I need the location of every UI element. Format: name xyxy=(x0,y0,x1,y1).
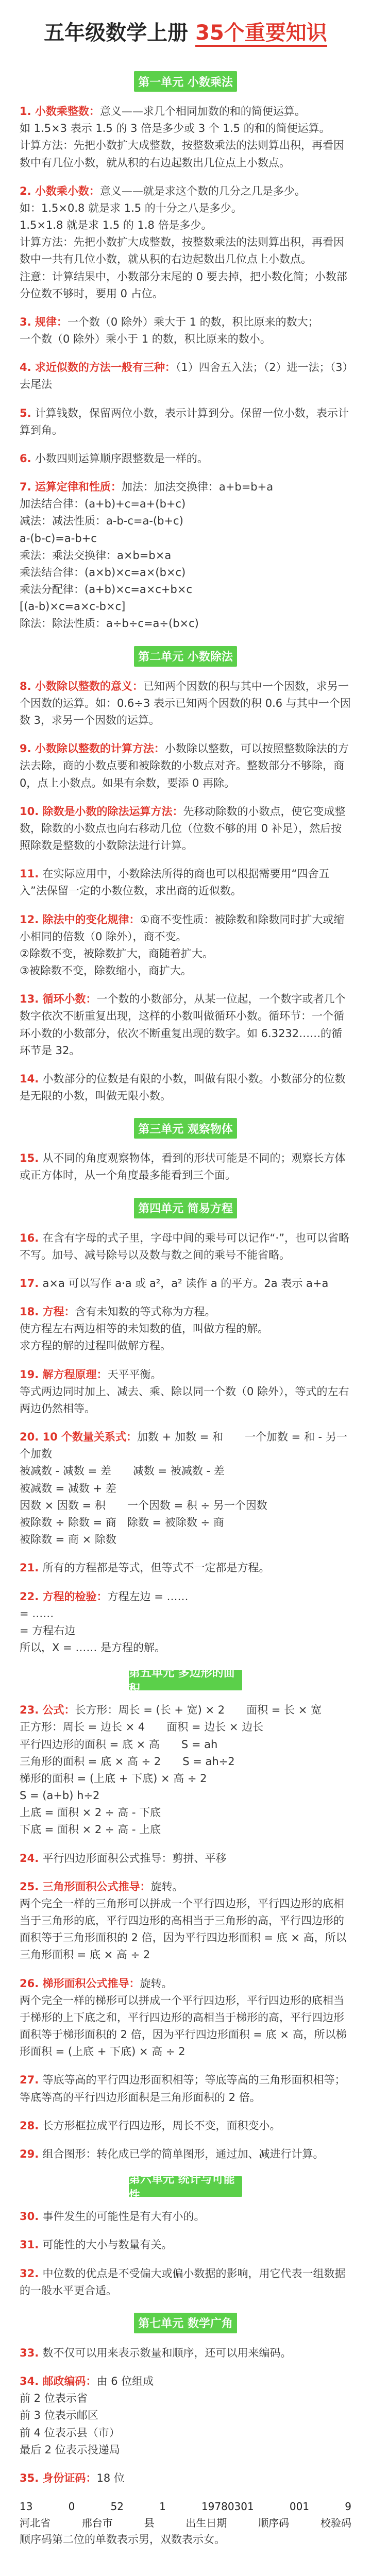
item-line: 求方程的解的过程叫做解方程。 xyxy=(20,1340,171,1352)
knowledge-item-16 xyxy=(20,1230,351,1264)
item-line: 长方形：周长 = (长 + 宽) × 2 面积 = 长 × 宽 xyxy=(75,1704,322,1717)
item-line: 先移动除数的小数点，使它变成整数，除数的小数点也向右移动几位（位数不够的用 0 补足），然后按照除数是整数的小数除法进行计算。 xyxy=(20,805,346,852)
page-title xyxy=(20,21,351,45)
id-digits-row xyxy=(20,2498,351,2515)
item-line: 等式两边同时加上、减去、乘、除以同一个数（0 除外），等式的左右两边仍然相等。 xyxy=(20,1385,349,1415)
knowledge-item-2 xyxy=(20,183,351,302)
item-line: 意义——就是求这个数的几分之几是多少。 xyxy=(99,184,306,197)
item-line: 前 3 位表示邮区 xyxy=(20,2409,98,2422)
knowledge-item-22 xyxy=(20,1588,351,1657)
item-line: 平行四边形面积公式推导：剪拼、平移 xyxy=(42,1852,227,1865)
knowledge-item-14 xyxy=(20,1071,351,1105)
unit-banner-7: 第七单元 数学广角 xyxy=(134,2313,237,2333)
knowledge-item-5 xyxy=(20,405,351,439)
item-line: 旋转。 xyxy=(150,1880,183,1893)
knowledge-item-15 xyxy=(20,1150,351,1184)
item-line: 除法：除法性质：a÷b÷c=a÷(b×c) xyxy=(20,617,199,630)
item-line: = …… xyxy=(20,1607,54,1620)
item-heading: 5. xyxy=(20,406,35,419)
item-line: ②除数不变，被除数扩大，商随着扩大。 xyxy=(20,947,213,960)
id-labels-row xyxy=(20,2515,351,2531)
knowledge-item-18 xyxy=(20,1303,351,1355)
item-line: 计算方法：先把小数扩大成整数，按整数乘法的法则算出积，再看因数中一共有几位小数，就从积的右边起数出几位点上小数点。 xyxy=(20,236,344,266)
item-line: 组合图形：转化成已学的简单图形，通过加、减进行计算。 xyxy=(42,2147,324,2160)
item-line: 在实际应用中，小数除法所得的商也可以根据需要用“四舍五入”法保留一定的小数位数，求出商的近似数。 xyxy=(20,868,330,897)
item-line: 含有未知数的等式称为方程。 xyxy=(75,1306,216,1318)
knowledge-item-17 xyxy=(20,1275,351,1292)
unit-banner-2: 第二单元 小数除法 xyxy=(134,646,237,667)
item-line: 1.5×1.8 就是求 1.5 的 1.8 倍是多少。 xyxy=(20,219,212,232)
item-line: [(a-b)×c=a×c-b×c] xyxy=(20,600,126,613)
unit-1-items xyxy=(20,103,351,633)
item-line: a-(b-c)=a-b+c xyxy=(20,532,97,545)
unit-banner-3: 第三单元 观察物体 xyxy=(134,1118,237,1139)
item-line: 正方形：周长 = 边长 × 4 面积 = 边长 × 边长 xyxy=(20,1721,264,1734)
item-line: ③被除数不变，除数缩小，商扩大。 xyxy=(20,964,192,977)
item-heading: 33. xyxy=(20,2346,43,2359)
knowledge-item-31 xyxy=(20,2236,351,2253)
id-example xyxy=(20,2498,351,2548)
item-line: 在含有字母的式子里，字母中间的乘号可以记作“·”，也可以省略不写。加号、减号除号以及数与数之间的乘号不能省略。 xyxy=(20,1231,349,1261)
unit-banner-1: 第一单元 小数乘法 xyxy=(134,71,237,92)
item-line: 下底 = 面积 × 2 ÷ 高 - 上底 xyxy=(20,1823,161,1836)
item-heading: 21. xyxy=(20,1562,43,1574)
id-digit-group: 001 xyxy=(289,2500,310,2513)
item-line: 前 2 位表示省 xyxy=(20,2392,88,2405)
id-digit-label: 邢台市 xyxy=(81,2517,113,2530)
item-line: 如 1.5×3 表示 1.5 的 3 倍是多少或 3 个 1.5 的和的简便运算。 xyxy=(20,122,330,135)
item-line: 数不仅可以用来表示数量和顺序，还可以用来编码。 xyxy=(42,2346,292,2359)
item-line: 被减数 = 减数 + 差 xyxy=(20,1482,116,1495)
id-digit-group: 52 xyxy=(110,2500,124,2513)
unit-4-items xyxy=(20,1230,351,1657)
item-heading: 20. 10 个数量关系式： xyxy=(20,1431,138,1444)
item-line: 三角形的面积 = 底 × 高 ÷ 2 S = ah÷2 xyxy=(20,1755,235,1768)
item-line: 加法结合律：(a+b)+c=a+(b+c) xyxy=(20,498,186,511)
item-heading: 16. xyxy=(20,1231,43,1244)
item-line: 小数四则运算顺序跟整数是一样的。 xyxy=(35,452,208,465)
item-heading: 9. 小数除以整数的计算方法： xyxy=(20,742,165,755)
knowledge-item-19 xyxy=(20,1366,351,1418)
title-prefix: 五年级数学上册 xyxy=(44,21,189,45)
item-line: 等底等高的平行四边形面积相等；等底等高的三角形面积相等；等底等高的平行四边形面积是三角形面积的 2 倍。 xyxy=(20,2074,346,2104)
item-line: 使方程左右两边相等的未知数的值，叫做方程的解。 xyxy=(20,1323,268,1335)
item-heading: 32. xyxy=(20,2267,43,2280)
unit-banner-4: 第四单元 简易方程 xyxy=(134,1198,237,1218)
id-note: 顺序码第二位的单数表示男，双数表示女。 xyxy=(20,2533,225,2546)
item-heading: 29. xyxy=(20,2147,43,2160)
item-heading: 6. xyxy=(20,452,35,465)
item-heading: 34. 邮政编码： xyxy=(20,2375,97,2388)
item-heading: 19. 解方程原理： xyxy=(20,1368,108,1381)
item-line: 上底 = 面积 × 2 ÷ 高 - 下底 xyxy=(20,1806,161,1819)
item-line: 加数 + 加数 = 和 一个加数 = 和 - 另一个加数 xyxy=(20,1431,347,1461)
item-heading: 2. 小数乘小数： xyxy=(20,184,100,197)
knowledge-item-27 xyxy=(20,2072,351,2106)
item-line: 乘法：乘法交换律：a×b=b×a xyxy=(20,549,172,562)
id-digit-group: 9 xyxy=(345,2500,351,2513)
item-line: 如：1.5×0.8 就是求 1.5 的十分之八是多少。 xyxy=(20,201,242,214)
id-digit-group: 19780301 xyxy=(201,2500,254,2513)
item-line: 意义——求几个相同加数的和的简便运算。 xyxy=(99,105,306,117)
item-line: 旋转。 xyxy=(140,1977,173,1990)
unit-5-items xyxy=(20,1702,351,2163)
knowledge-item-9 xyxy=(20,740,351,792)
item-heading: 26. 梯形面积公式推导： xyxy=(20,1977,140,1990)
knowledge-item-3 xyxy=(20,314,351,348)
unit-2-items xyxy=(20,678,351,1105)
item-line: 事件发生的可能性是有大有小的。 xyxy=(42,2210,205,2223)
knowledge-item-29 xyxy=(20,2146,351,2163)
knowledge-item-4 xyxy=(20,359,351,393)
knowledge-item-7 xyxy=(20,479,351,633)
knowledge-item-1 xyxy=(20,103,351,172)
knowledge-item-34 xyxy=(20,2373,351,2459)
knowledge-item-6 xyxy=(20,450,351,467)
item-heading: 1. 小数乘整数： xyxy=(20,105,100,117)
item-line: 可能性的大小与数量有关。 xyxy=(42,2239,173,2251)
item-line: 一个数（0 除外）乘小于 1 的数，积比原来的数小。 xyxy=(20,333,271,346)
knowledge-item-26 xyxy=(20,1975,351,2061)
item-heading: 17. xyxy=(20,1277,43,1290)
item-line: 一个数（0 除外）乘大于 1 的数，积比原来的数大； xyxy=(67,315,319,328)
item-line: 两个完全一样的三角形可以拼成一个平行四边形，平行四边形的底相当于三角形的底，平行四边形的高相当于三角形的高，平行四边形的面积等于三角形面积的 2 倍，因为平行四边形面积 = 底 × 高，所以三角形面积 = 底 × 高 ÷ 2 xyxy=(20,1897,347,1961)
title-suffix: 个重要知识 xyxy=(224,21,327,47)
item-line: 加法：加法交换律：a+b=b+a xyxy=(121,481,274,494)
unit-7-items xyxy=(20,2345,351,2487)
knowledge-item-13 xyxy=(20,991,351,1059)
item-line: 计算钱数，保留两位小数，表示计算到分。保留一位小数，表示计算到角。 xyxy=(20,406,349,436)
item-line: = 方程右边 xyxy=(20,1624,76,1637)
knowledge-item-30 xyxy=(20,2208,351,2225)
item-line: 因数 × 因数 = 积 一个因数 = 积 ÷ 另一个因数 xyxy=(20,1499,267,1512)
item-line: （1）四舍五入法；（2）进一法；（3）去尾法 xyxy=(20,361,348,391)
item-heading: 18. 方程： xyxy=(20,1306,75,1318)
knowledge-item-11 xyxy=(20,866,351,900)
item-line: 最后 2 位表示投递局 xyxy=(20,2443,120,2456)
item-line: 已知两个因数的积与其中一个因数，求另一个因数的运算。如：0.6÷3 表示已知两个因数的积 0.6 与其中一个因数 3，求另一个因数的运算。 xyxy=(20,680,351,726)
item-heading: 23. 公式： xyxy=(20,1704,75,1717)
item-heading: 15. xyxy=(20,1152,43,1165)
id-digit-group: 13 xyxy=(20,2500,33,2513)
id-digit-label: 顺序码 xyxy=(258,2517,290,2530)
id-digit-label: 县 xyxy=(144,2517,155,2530)
item-heading: 10. 除数是小数的除法运算方法： xyxy=(20,805,183,818)
knowledge-item-35 xyxy=(20,2470,351,2487)
knowledge-item-28 xyxy=(20,2117,351,2134)
item-heading: 3. 规律： xyxy=(20,315,68,328)
item-heading: 8. 小数除以整数的意义： xyxy=(20,680,143,692)
item-line: 18 位 xyxy=(96,2471,125,2484)
item-line: 一个数的小数部分，从某一位起，一个数字或者几个数字依次不断重复出现，这样的小数叫做循环小数。循环节：一个循环小数的小数部分，依次不断重复出现的数字。如 6.3232……的循环节是 32。 xyxy=(20,993,346,1057)
item-line: 方程左边 = …… xyxy=(107,1590,189,1603)
item-line: 长方形框拉成平行四边形，周长不变，面积变小。 xyxy=(42,2119,281,2132)
item-line: 减法：减法性质：a-b-c=a-(b+c) xyxy=(20,515,183,528)
item-line: 所以，X = …… 是方程的解。 xyxy=(20,1641,166,1654)
item-line: 小数部分的位数是有限的小数，叫做有限小数。小数部分的位数是无限的小数，叫做无限小数。 xyxy=(20,1072,346,1103)
id-digit-group: 0 xyxy=(68,2500,75,2513)
item-line: 梯形的面积 = (上底 + 下底) × 高 ÷ 2 xyxy=(20,1772,207,1785)
knowledge-item-32 xyxy=(20,2265,351,2299)
item-heading: 24. xyxy=(20,1852,43,1865)
item-line: S = (a+b) h÷2 xyxy=(20,1789,100,1802)
knowledge-item-12 xyxy=(20,911,351,980)
id-digit-label: 出生日期 xyxy=(185,2517,227,2530)
item-heading: 4. 求近似数的方法一般有三种： xyxy=(20,361,176,374)
item-line: 小数除以整数，可以按照整数除法的方法去除，商的小数点要和被除数的小数点对齐。整数部分不够除，商 0，点上小数点。如果有余数，要添 0 再除。 xyxy=(20,742,349,789)
knowledge-item-25 xyxy=(20,1878,351,1964)
item-heading: 12. 除法中的变化规律： xyxy=(20,913,140,926)
item-line: 平行四边形的面积 = 底 × 高 S = ah xyxy=(20,1738,218,1751)
knowledge-item-10 xyxy=(20,803,351,855)
item-line: 被除数 ÷ 除数 = 商 除数 = 被除数 ÷ 商 xyxy=(20,1516,224,1529)
item-line: 注意：计算结果中，小数部分末尾的 0 要去掉，把小数化简；小数部分位数不够时，要用 0 占位。 xyxy=(20,270,347,300)
item-heading: 14. xyxy=(20,1072,43,1085)
item-line: 被除数 = 商 × 除数 xyxy=(20,1533,116,1546)
id-digit-label: 河北省 xyxy=(20,2517,50,2530)
unit-3-items xyxy=(20,1150,351,1184)
unit-banner-5: 第五单元 多边形的面积 xyxy=(129,1670,242,1690)
item-line: 被减数 - 减数 = 差 减数 = 被减数 - 差 xyxy=(20,1465,225,1478)
item-line: 从不同的角度观察物体，看到的形状可能是不同的；观察长方体或正方体时，从一个角度最多能看到三个面。 xyxy=(20,1152,346,1182)
item-heading: 27. xyxy=(20,2074,43,2087)
item-line: 所有的方程都是等式，但等式不一定都是方程。 xyxy=(42,1562,270,1574)
unit-6-items xyxy=(20,2208,351,2299)
item-line: ①商不变性质：被除数和除数同时扩大或缩小相同的倍数（0 除外），商不变。 xyxy=(20,913,345,943)
unit-banner-6: 第六单元 统计与可能性 xyxy=(129,2176,242,2197)
item-heading: 31. xyxy=(20,2239,43,2251)
item-heading: 28. xyxy=(20,2119,43,2132)
item-heading: 22. 方程的检验： xyxy=(20,1590,108,1603)
item-line: 天平平衡。 xyxy=(107,1368,162,1381)
knowledge-item-33 xyxy=(20,2345,351,2362)
item-heading: 11. xyxy=(20,868,43,880)
title-number: 35 xyxy=(195,21,224,47)
item-heading: 30. xyxy=(20,2210,43,2223)
knowledge-item-21 xyxy=(20,1560,351,1577)
id-digit-group: 1 xyxy=(159,2500,166,2513)
item-line: 乘法分配律：(a+b)×c=a×c+b×c xyxy=(20,583,192,596)
item-line: a×a 可以写作 a·a 或 a²，a² 读作 a 的平方。2a 表示 a+a xyxy=(42,1277,329,1290)
item-line: 由 6 位组成 xyxy=(96,2375,154,2388)
item-heading: 25. 三角形面积公式推导： xyxy=(20,1880,151,1893)
item-heading: 35. 身份证码： xyxy=(20,2471,97,2484)
knowledge-item-23 xyxy=(20,1702,351,1838)
knowledge-item-8 xyxy=(20,678,351,730)
item-line: 两个完全一样的梯形可以拼成一个平行四边形，平行四边形的底相当于梯形的上下底之和，平行四边形的高相当于梯形的高，平行四边形面积等于梯形面积的 2 倍，因为平行四边形面积 = 底 × 高，所以梯形面积 = (上底 + 下底) × 高 ÷ 2 xyxy=(20,1994,347,2058)
item-heading: 7. 运算定律和性质： xyxy=(20,481,122,494)
item-heading: 13. 循环小数： xyxy=(20,993,97,1006)
item-line: 前 4 位表示县（市） xyxy=(20,2426,120,2439)
item-line: 中位数的优点是不受偏大或偏小数据的影响，用它代表一组数据的一般水平更合适。 xyxy=(20,2267,346,2297)
knowledge-item-20 xyxy=(20,1429,351,1548)
item-line: 乘法结合律：(a×b)×c=a×(b×c) xyxy=(20,566,186,579)
knowledge-item-24 xyxy=(20,1850,351,1867)
id-digit-label: 校验码 xyxy=(320,2517,351,2530)
item-line: 计算方法：先把小数扩大成整数，按整数乘法的法则算出积，再看因数中有几位小数，就从积的右边起数出几位点上小数点。 xyxy=(20,139,344,169)
